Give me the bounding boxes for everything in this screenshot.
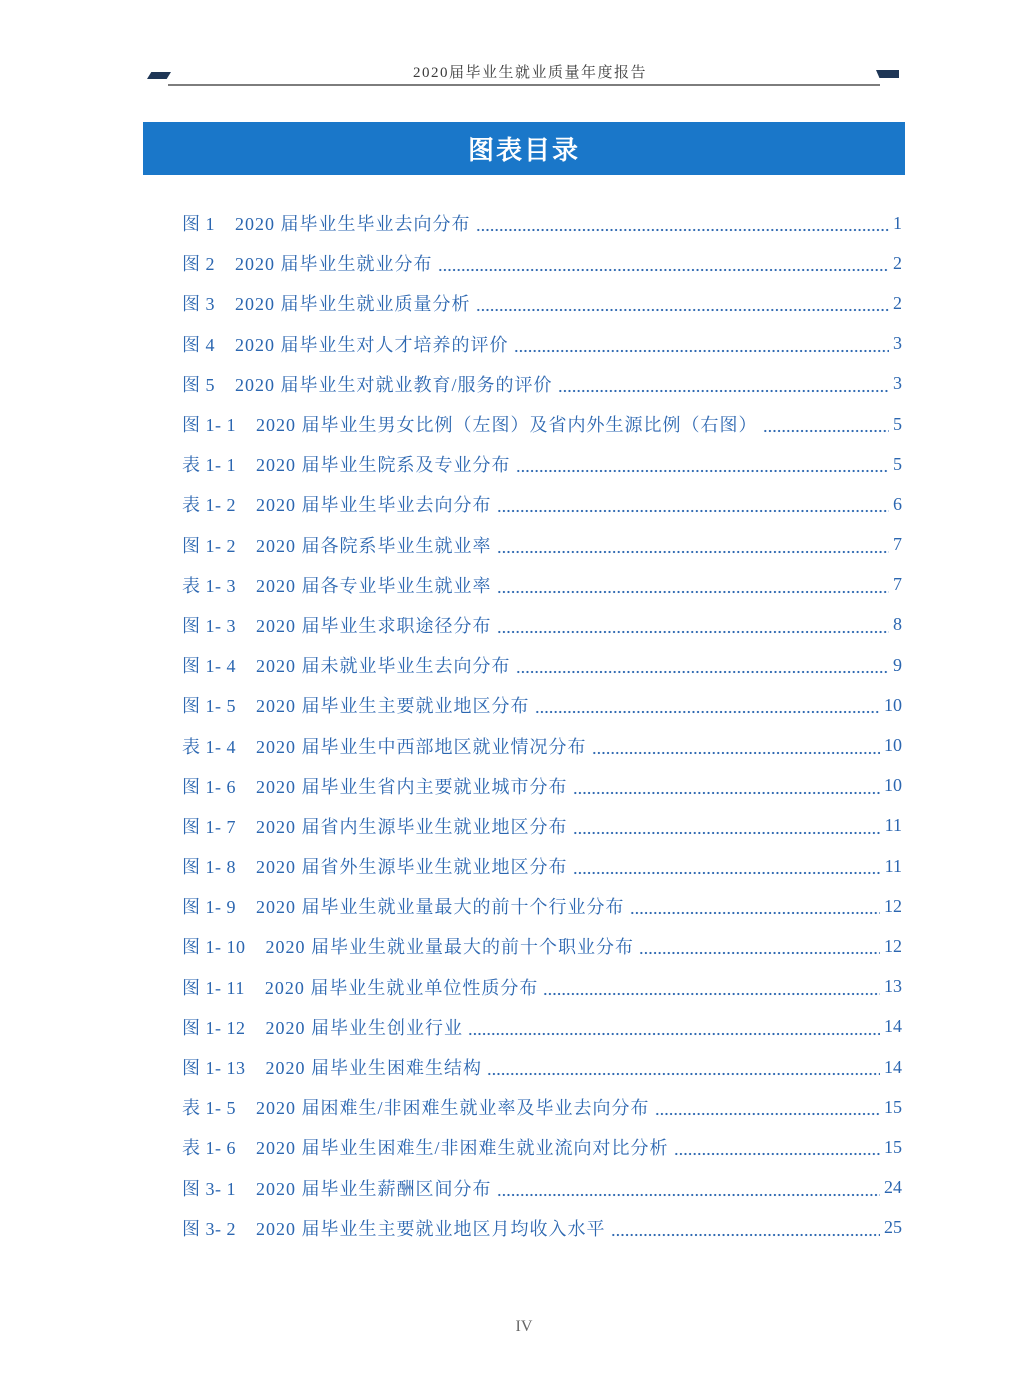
dot-leader [611,1233,881,1237]
toc-entry-page: 10 [884,775,902,796]
dot-leader [573,871,881,875]
toc-entry-label: 图 1- 8 [182,857,236,878]
toc-entry[interactable] [182,243,902,283]
toc-entry-page: 7 [893,534,902,555]
toc-entry-page: 12 [884,895,902,916]
toc-entry-page: 8 [893,614,902,635]
toc-entry-page: 14 [884,1016,902,1037]
dot-leader [468,1032,880,1036]
toc-entry-title: 2020 届困难生/非困难生就业率及毕业去向分布 [256,1098,650,1119]
toc-entry-label: 图 1- 6 [182,776,236,797]
toc-entry-label: 图 1- 11 [182,977,245,998]
toc-entry-label: 表 1- 3 [182,575,236,596]
toc-entry-label: 图 1- 1 [182,415,236,436]
dot-leader [674,1152,881,1156]
toc-entry-title: 2020 届毕业生就业量最大的前十个行业分布 [256,897,625,918]
toc-entry[interactable] [182,806,902,846]
toc-entry-title: 2020 届毕业生主要就业地区分布 [256,696,530,717]
dot-leader [763,429,890,433]
dot-leader [497,630,890,634]
toc-entry[interactable] [182,525,902,565]
toc-entry[interactable] [182,846,902,886]
dot-leader [487,1072,880,1076]
toc-entry[interactable] [182,605,902,645]
toc-entry-page: 14 [884,1056,902,1077]
toc-entry[interactable] [182,203,902,243]
toc-entry-title: 2020 届省内生源毕业生就业地区分布 [256,816,568,837]
toc-entry-title: 2020 届毕业生省内主要就业城市分布 [256,776,568,797]
toc-entry-page: 10 [884,735,902,756]
toc-entry-label: 图 1- 9 [182,897,236,918]
toc-entry[interactable] [182,967,902,1007]
toc-entry[interactable] [182,685,902,725]
dot-leader [592,751,881,755]
toc-entry-page: 6 [893,493,902,514]
dot-leader [497,550,890,554]
toc-entry-title: 2020 届毕业生困难生结构 [265,1058,482,1079]
toc-entry[interactable] [182,565,902,605]
toc-entry-title: 2020 届毕业生对就业教育/服务的评价 [235,374,553,395]
dot-leader [497,590,890,594]
dot-leader [558,389,890,393]
toc-entry[interactable] [182,324,902,364]
toc-entry-label: 图 1- 5 [182,696,236,717]
toc-entry-label: 图 2 [182,254,215,275]
dot-leader [514,349,890,353]
section-banner [143,122,905,175]
toc-entry-page: 15 [884,1096,902,1117]
toc-entry-page: 7 [893,574,902,595]
toc-entry-label: 图 1- 3 [182,615,236,636]
toc-entry-title: 2020 届毕业生创业行业 [265,1017,463,1038]
toc-entry-page: 12 [884,935,902,956]
toc-entry-label: 表 1- 4 [182,736,236,757]
dot-leader [535,710,881,714]
dot-leader [516,469,890,473]
list-of-figures-and-tables [182,203,902,1248]
dot-leader [497,509,890,513]
toc-entry-page: 2 [893,252,902,273]
dot-leader [655,1112,881,1116]
toc-entry[interactable] [182,1007,902,1047]
toc-entry-page: 9 [893,654,902,675]
toc-entry-label: 图 1 [182,214,215,235]
toc-entry-title: 2020 届毕业生院系及专业分布 [256,455,511,476]
toc-entry-title: 2020 届省外生源毕业生就业地区分布 [256,857,568,878]
toc-entry-page: 11 [884,855,902,876]
toc-entry-page: 24 [884,1177,902,1198]
toc-entry[interactable] [182,444,902,484]
toc-entry-page: 2 [893,292,902,313]
toc-entry-label: 图 3- 2 [182,1218,236,1239]
toc-entry-page: 1 [893,212,902,233]
toc-entry[interactable] [182,645,902,685]
toc-entry[interactable] [182,766,902,806]
toc-entry-label: 图 3 [182,294,215,315]
toc-entry-title: 2020 届毕业生男女比例（左图）及省内外生源比例（右图） [256,415,758,436]
toc-entry-title: 2020 届毕业生毕业去向分布 [235,214,471,235]
toc-entry[interactable] [182,725,902,765]
toc-entry[interactable] [182,283,902,323]
toc-entry-page: 3 [893,333,902,354]
toc-entry-title: 2020 届毕业生就业单位性质分布 [264,977,539,998]
toc-entry-title: 2020 届毕业生毕业去向分布 [256,495,492,516]
toc-entry-title: 2020 届毕业生薪酬区间分布 [256,1178,492,1199]
toc-entry[interactable] [182,886,902,926]
toc-entry[interactable] [182,926,902,966]
toc-entry-page: 5 [893,453,902,474]
toc-entry-label: 图 1- 7 [182,816,236,837]
toc-entry-page: 10 [884,694,902,715]
toc-entry-label: 图 4 [182,334,215,355]
toc-entry-label: 表 1- 1 [182,455,236,476]
toc-entry-title: 2020 届毕业生主要就业地区月均收入水平 [256,1218,606,1239]
toc-entry-label: 图 1- 12 [182,1017,246,1038]
toc-entry-page: 25 [884,1217,902,1238]
section-title: 图表目录 [467,136,580,166]
dot-leader [497,1193,881,1197]
toc-entry-title: 2020 届各专业毕业生就业率 [256,575,492,596]
toc-entry-page: 11 [884,815,902,836]
toc-entry[interactable] [182,484,902,524]
toc-entry-label: 图 1- 4 [182,656,236,677]
toc-entry-label: 表 1- 5 [182,1098,236,1119]
toc-entry-label: 图 1- 2 [182,535,236,556]
header-right-mark [876,70,899,78]
dot-leader [476,308,890,312]
toc-entry-label: 表 1- 6 [182,1138,236,1159]
toc-entry-label: 图 3- 1 [182,1178,236,1199]
toc-entry[interactable] [182,364,902,404]
dot-leader [543,992,880,996]
dot-leader [438,268,890,272]
toc-entry-title: 2020 届毕业生就业质量分析 [235,294,471,315]
dot-leader [476,228,890,232]
dot-leader [516,670,890,674]
toc-entry-page: 13 [884,976,902,997]
toc-entry[interactable] [182,1127,902,1167]
toc-entry-title: 2020 届毕业生求职途径分布 [256,615,492,636]
toc-entry-title: 2020 届毕业生中西部地区就业情况分布 [256,736,587,757]
toc-entry[interactable] [182,1087,902,1127]
toc-entry[interactable] [182,1047,902,1087]
page-number: IV [515,1318,533,1335]
toc-entry-page: 3 [893,373,902,394]
toc-entry-title: 2020 届毕业生对人才培养的评价 [235,334,509,355]
toc-entry-title: 2020 届毕业生困难生/非困难生就业流向对比分析 [256,1138,669,1159]
running-header-title: 2020届毕业生就业质量年度报告 [412,65,647,81]
toc-entry-title: 2020 届各院系毕业生就业率 [256,535,492,556]
toc-entry-page: 15 [884,1136,902,1157]
toc-entry-title: 2020 届毕业生就业分布 [235,254,433,275]
toc-entry[interactable] [182,1168,902,1208]
dot-leader [639,951,880,955]
toc-entry[interactable] [182,1208,902,1248]
toc-entry-title: 2020 届未就业毕业生去向分布 [256,656,511,677]
toc-entry-label: 表 1- 2 [182,495,236,516]
toc-entry-page: 5 [893,413,902,434]
toc-entry-label: 图 1- 10 [182,937,246,958]
toc-entry-title: 2020 届毕业生就业量最大的前十个职业分布 [265,937,634,958]
dot-leader [630,911,881,915]
toc-entry[interactable] [182,404,902,444]
dot-leader [573,831,881,835]
toc-entry-label: 图 1- 13 [182,1058,246,1079]
toc-entry-label: 图 5 [182,374,215,395]
dot-leader [573,791,881,795]
header-rule [168,84,880,86]
